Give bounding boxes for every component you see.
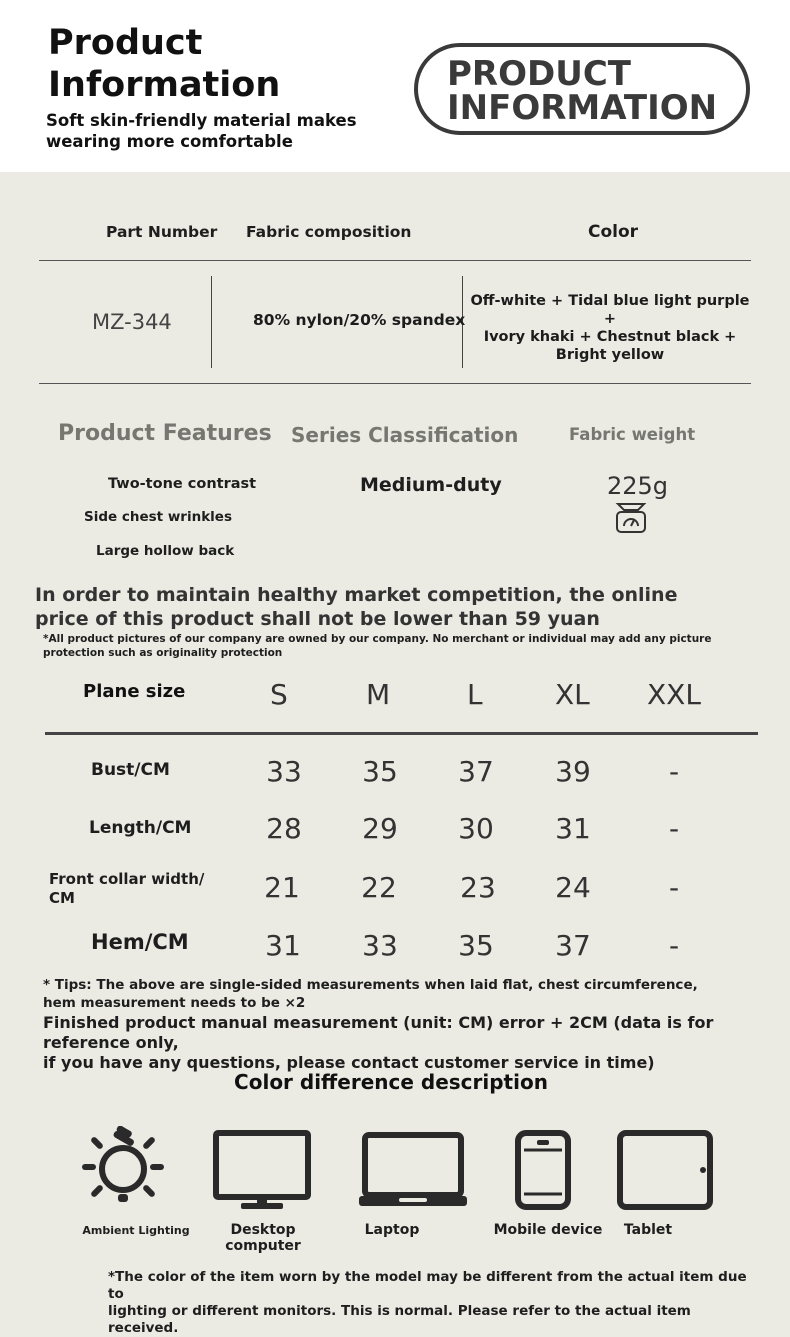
price-notice: In order to maintain healthy market competition, the online price of this product shall not be lower than 59 yuan xyxy=(35,584,678,630)
laptop-icon xyxy=(359,1132,467,1208)
device-label-tablet: Tablet xyxy=(623,1222,673,1238)
page-subtitle: Soft skin-friendly material makes wearing more comfortable xyxy=(46,111,357,151)
series-classification-heading: Series Classification xyxy=(291,423,519,447)
device-label-ambient: Ambient Lighting xyxy=(82,1224,190,1237)
weight-value: 225g xyxy=(607,472,669,500)
row-label-bust: Bust/CM xyxy=(91,760,170,780)
tablet-icon xyxy=(617,1130,713,1210)
table-cell: 35 xyxy=(362,755,398,788)
fabric-weight-heading: Fabric weight xyxy=(569,425,696,444)
light-bulb-icon xyxy=(80,1126,166,1204)
table-cell: 39 xyxy=(555,755,591,788)
badge-label: PRODUCT INFORMATION xyxy=(447,54,718,128)
device-label-laptop: Laptop xyxy=(364,1222,420,1238)
size-header-xl: XL xyxy=(555,678,590,711)
table-cell: 33 xyxy=(362,929,398,962)
device-label-mobile: Mobile device xyxy=(493,1222,603,1238)
color-value: Off-white + Tidal blue light purple + Ivory khaki + Chestnut black + Bright yellow xyxy=(470,293,750,363)
feature-item: Side chest wrinkles xyxy=(84,509,232,525)
size-header-s: S xyxy=(270,678,288,711)
table-cell: 35 xyxy=(458,929,494,962)
row-label-hem: Hem/CM xyxy=(91,930,189,954)
fabric-header: Fabric composition xyxy=(246,223,412,241)
table-cell: 22 xyxy=(361,871,397,904)
table-cell: 21 xyxy=(264,871,300,904)
scale-icon xyxy=(614,502,648,534)
table-cell: 30 xyxy=(458,812,494,845)
table-cell: - xyxy=(668,871,680,904)
table-cell: - xyxy=(668,755,680,788)
part-number-value: MZ-344 xyxy=(92,310,172,334)
feature-item: Large hollow back xyxy=(96,543,235,559)
monitor-icon xyxy=(213,1130,311,1210)
product-features-heading: Product Features xyxy=(58,421,272,446)
feature-item: Two-tone contrast xyxy=(108,476,257,492)
size-header-xxl: XXL xyxy=(647,678,701,711)
table-cell: 31 xyxy=(555,812,591,845)
table-cell: 33 xyxy=(266,755,302,788)
fabric-value: 80% nylon/20% spandex xyxy=(253,311,466,329)
table-cell: 31 xyxy=(265,929,301,962)
divider xyxy=(211,276,212,368)
table-cell: - xyxy=(668,929,680,962)
table-cell: 37 xyxy=(555,929,591,962)
color-disclaimer: *The color of the item worn by the model may be different from the actual item due to lighting or different monitors. This is normal. Please refer to the actual item received. xyxy=(108,1269,747,1336)
divider xyxy=(39,383,751,384)
page-title: Product Information xyxy=(48,23,281,105)
size-header-m: M xyxy=(366,678,391,711)
phone-icon xyxy=(515,1130,571,1210)
row-label-length: Length/CM xyxy=(89,818,192,838)
table-cell: 28 xyxy=(266,812,302,845)
measurement-error-note: Finished product manual measurement (unit: CM) error + 2CM (data is for reference only, if you have any questions, please contact customer service in time) xyxy=(43,1013,714,1072)
device-label-desktop: Desktop computer xyxy=(225,1222,301,1254)
divider xyxy=(39,260,751,261)
table-cell: 24 xyxy=(555,871,591,904)
copyright-notice: *All product pictures of our company are owned by our company. No merchant or individual may add any picture protection such as originality protection xyxy=(43,633,712,659)
table-cell: 23 xyxy=(460,871,496,904)
table-cell: - xyxy=(668,812,680,845)
size-header-l: L xyxy=(467,678,483,711)
color-header: Color xyxy=(588,222,639,242)
size-table-divider xyxy=(45,732,758,735)
series-value: Medium-duty xyxy=(360,474,502,496)
table-cell: 29 xyxy=(362,812,398,845)
row-label-front-collar: Front collar width/ CM xyxy=(49,870,205,907)
table-cell: 37 xyxy=(458,755,494,788)
measurement-tips: * Tips: The above are single-sided measurements when laid flat, chest circumference, hem measurement needs to be ×2 xyxy=(43,977,698,1011)
color-difference-title: Color difference description xyxy=(234,1070,548,1094)
part-number-header: Part Number xyxy=(106,223,218,241)
size-table-title: Plane size xyxy=(83,681,186,702)
